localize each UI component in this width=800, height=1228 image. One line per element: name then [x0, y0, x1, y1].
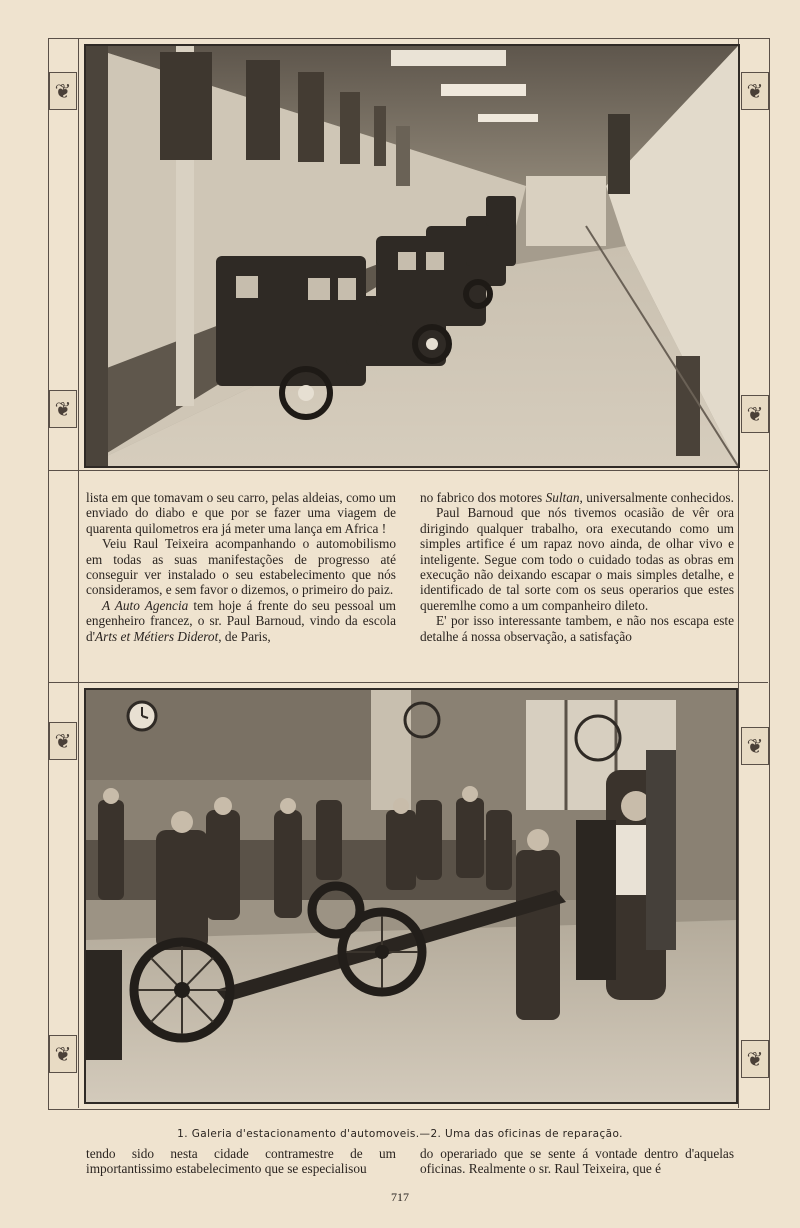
frame-rule-mid-bottom	[48, 682, 768, 683]
column-left-top	[86, 490, 396, 644]
column-left-bottom	[86, 1146, 396, 1177]
paragraph: lista em que tomavam o seu carro, pelas aldeias, como um enviado do diabo e que por se fazer uma viagem de quarenta quilometros era já meter uma lança em Africa !	[86, 490, 396, 536]
ornament-icon: ❦	[741, 1040, 769, 1078]
ornament-icon: ❦	[741, 727, 769, 765]
column-right-top	[420, 490, 734, 644]
paragraph: E' por isso interessante tambem, e não nos escapa este detalhe á nossa observação, a satisfação	[420, 613, 734, 644]
repair-workshop-photo	[84, 688, 738, 1104]
ornament-icon: ❦	[49, 390, 77, 428]
column-right-bottom	[420, 1146, 734, 1177]
italic-name: A Auto Agencia	[102, 597, 189, 613]
ornament-icon: ❦	[49, 722, 77, 760]
ornament-icon: ❦	[741, 72, 769, 110]
ornament-icon: ❦	[741, 395, 769, 433]
paragraph: do operariado que se sente á vontade dentro d'aquelas oficinas. Realmente o sr. Raul Teixeira, que é	[420, 1146, 734, 1177]
frame-rule-left	[78, 38, 79, 1108]
italic-name: Sultan	[545, 490, 580, 505]
paragraph	[420, 490, 734, 505]
text-run: tem hoje á frente do seu pessoal um engenheiro francez, o sr. Paul Barnoud, vindo da escola d'	[86, 597, 397, 644]
text-run: , universalmente conhecidos.	[579, 490, 734, 505]
frame-rule-mid-top	[48, 470, 768, 471]
italic-name: Arts et Métiers Diderot	[95, 628, 219, 644]
ornament-icon: ❦	[49, 1035, 77, 1073]
ornament-icon: ❦	[49, 72, 77, 110]
paragraph: Veiu Raul Teixeira acompanhando o automobilismo em todas as suas manifestações de progresso até conseguir ver instalado o seu estabelecimento que nós consideramos, e sem favor o dizemos, o primeiro do paiz.	[86, 536, 396, 598]
figure-caption: 1. Galeria d'estacionamento d'automoveis.—2. Uma das oficinas de reparação.	[177, 1128, 623, 1140]
garage-gallery-photo	[84, 44, 740, 468]
page-number: 717	[391, 1190, 409, 1204]
paragraph: Paul Barnoud que nós tivemos ocasião de vêr ora dirigindo qualquer trabalho, ora executando como um simples artifice é um rapaz novo ainda, de olhar vivo e inteligente. Segue com todo o cuidado todas as obras em execução não deixando escapar o mais simples detalhe, e identificado de tal sorte com os seus operarios que estes queremlhe como a um companheiro dileto.	[420, 505, 734, 613]
paragraph	[86, 598, 396, 644]
paragraph: tendo sido nesta cidade contramestre de um importantissimo estabelecimento que se especialisou	[86, 1146, 396, 1177]
text-run: no fabrico dos motores	[420, 490, 546, 505]
text-run: , de Paris,	[218, 628, 271, 644]
